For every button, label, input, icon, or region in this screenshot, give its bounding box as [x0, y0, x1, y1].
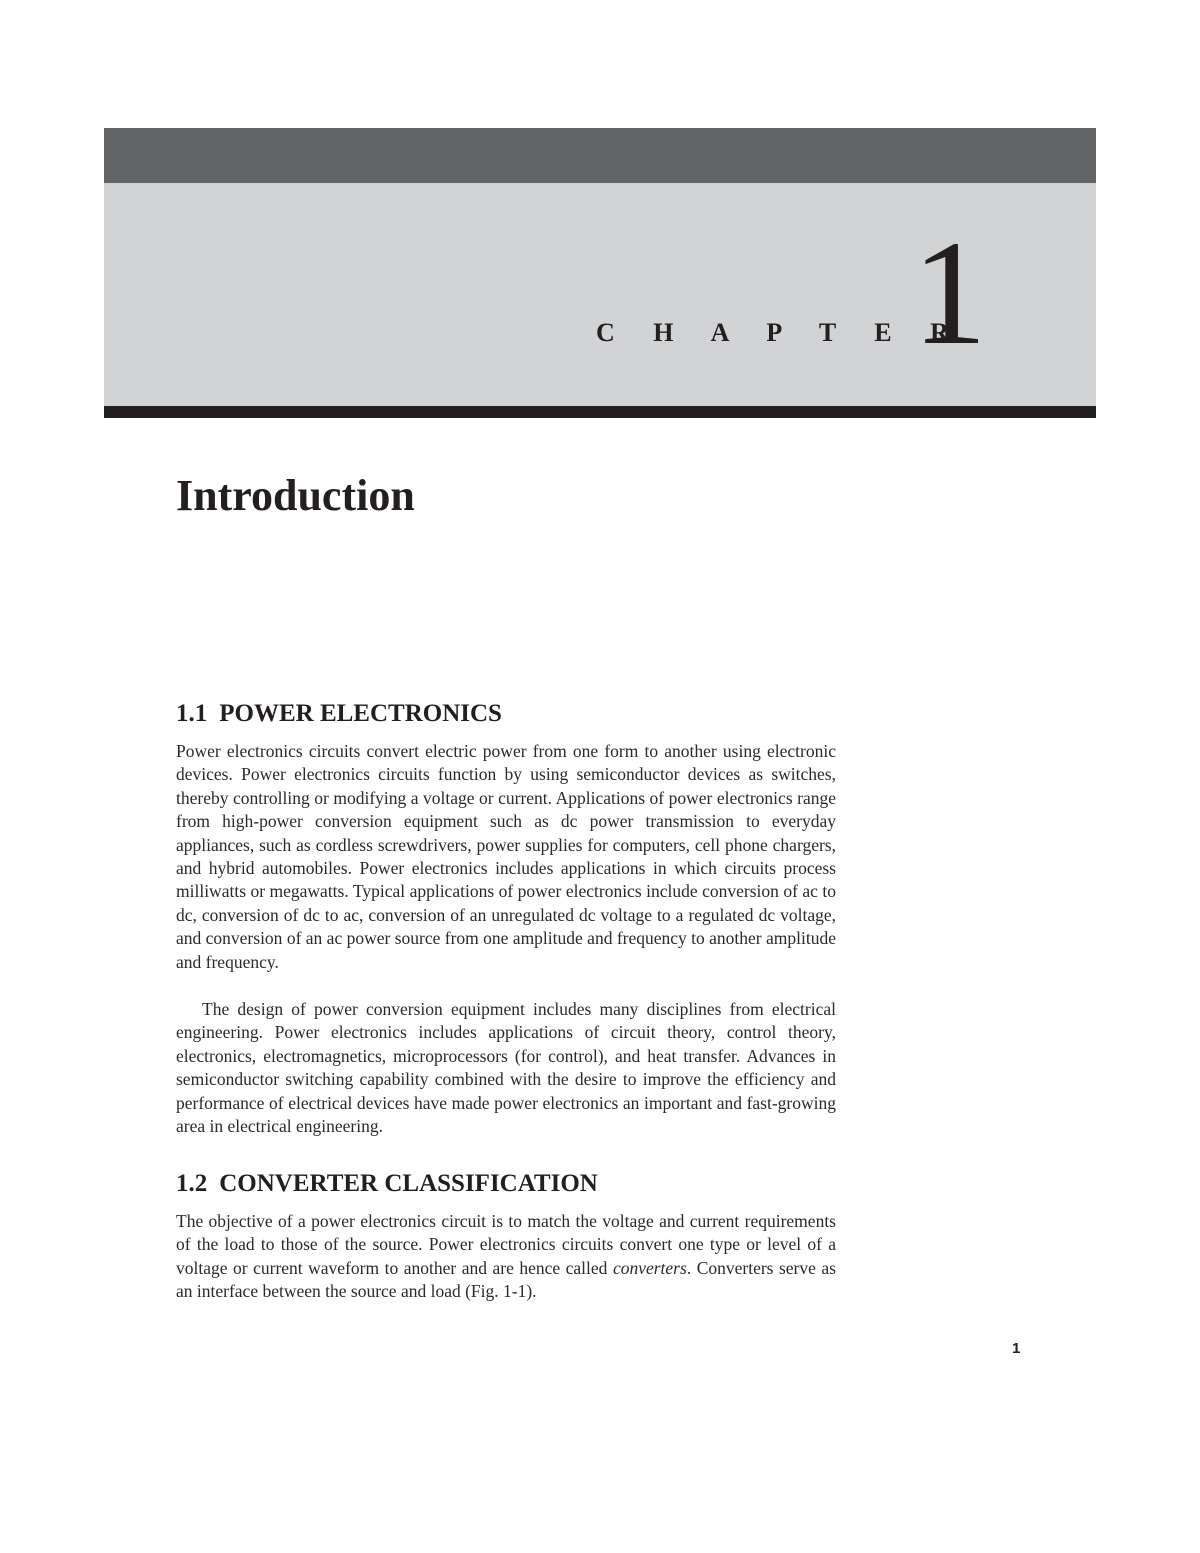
banner-bottom-rule [104, 406, 1096, 418]
page-number: 1 [1012, 1340, 1021, 1357]
paragraph: The design of power conversion equipment includes many disciplines from electrical engineering. Power electronics includes applications of circuit theory, control theory, electronics, electromagnetics, microprocessors (for control), and heat transfer. Advances in semiconductor switching capability combined with the desire to improve the efficiency and performance of electrical devices have made power electronics an important and fast-growing area in electrical engineering. [176, 999, 836, 1137]
paragraph-text: The objective of a power electronics circuit is to match the voltage and current requirements of the load to those of the source. Power electronics circuits convert one type or level of a voltage or current waveform to another and are hence called [176, 1211, 836, 1278]
chapter-number: 1 [912, 210, 987, 376]
banner-top-band [104, 128, 1096, 183]
chapter-title: Introduction [176, 471, 415, 520]
paragraph-text: . Converters serve as an interface between the source and load (Fig. 1-1). [176, 1257, 836, 1302]
section-title: POWER ELECTRONICS [219, 700, 502, 727]
section-heading-1-2 [176, 1170, 598, 1198]
section-number: 1.1 [176, 700, 208, 727]
paragraph [176, 1210, 836, 1304]
section-number: 1.2 [176, 1170, 208, 1197]
emphasized-term: converters [612, 1257, 687, 1278]
section-heading-1-1 [176, 700, 502, 728]
paragraph: Power electronics circuits convert electric power from one form to another using electronic devices. Power electronics circuits function by using semiconductor devices as switches, thereby controlling or modifying a voltage or current. Applications of power electronics range from high-power conversion equipment such as dc power transmission to everyday appliances, such as cordless screwdrivers, power supplies for computers, cell phone chargers, and hybrid automobiles. Power electronics includes applications in which circuits process milliwatts or megawatts. Typical applications of power electronics include conversion of ac to dc, conversion of dc to ac, conversion of an unregulated dc voltage to a regulated dc voltage, and conversion of an ac power source from one amplitude and frequency to another amplitude and frequency. [176, 741, 836, 972]
section-title: CONVERTER CLASSIFICATION [219, 1170, 598, 1197]
chapter-label: C H A P T E R [596, 318, 965, 347]
